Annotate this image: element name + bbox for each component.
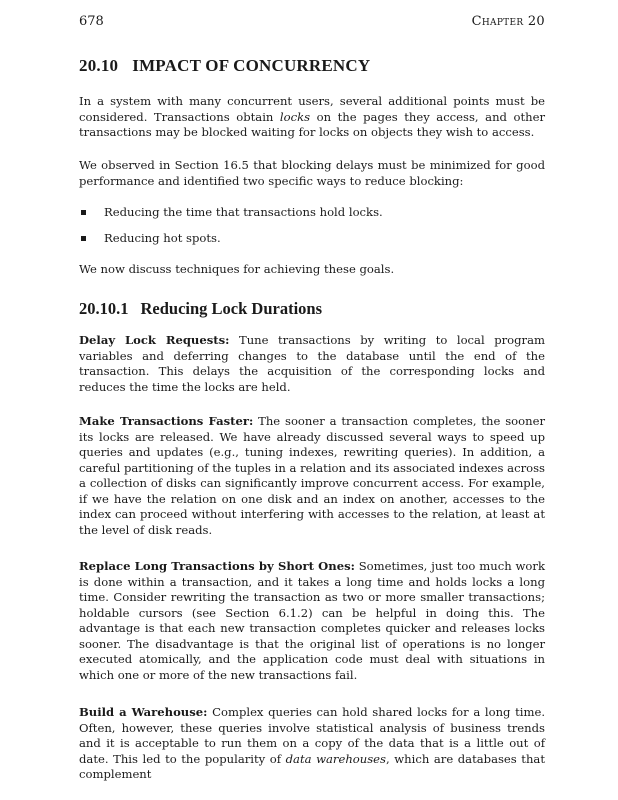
delay-lock-requests-paragraph <box>79 333 545 395</box>
bullet-text: Reducing hot spots. <box>104 230 221 245</box>
chapter-label: Chapter 20 <box>471 14 545 29</box>
subsection-title: Reducing Lock Durations <box>140 299 323 318</box>
subsection-number: 20.10.1 <box>79 299 129 318</box>
square-bullet-icon <box>81 210 86 215</box>
intro-p1-text-a: In a system with many concurrent users, several additional points must be considered. Transactions obtain <box>79 94 545 124</box>
section-heading <box>79 56 370 76</box>
run-in-heading: Build a Warehouse: <box>79 705 208 719</box>
replace-long-transactions-paragraph <box>79 559 545 683</box>
intro-p1-text-b: on the pages they access, and other transactions may be blocked waiting for locks on objects they wish to access. <box>79 109 545 139</box>
subsection-heading <box>79 299 322 319</box>
paragraph-text: The sooner a transaction completes, the sooner its locks are released. We have already discussed several ways to speed up queries and updates (e.g., tuning indexes, rewriting queries). In addition, a careful partitioning of the tuples in a relation and its associated indexes across a collection of disks can significantly improve concurrent access. For example, if we have the relation on one disk and an index on another, accesses to the index can proceed without interfering with accesses to the relation, at least at the level of disk reads. <box>79 414 545 537</box>
paragraph-text-a: Complex queries can hold shared locks for a long time. Often, however, these queries involve statistical analysis of business trends and it is acceptable to run them on a copy of the data that is a little out of date. This led to the popularity of <box>79 705 546 766</box>
build-a-warehouse-paragraph <box>79 705 545 783</box>
paragraph-emphasis: data warehouses <box>285 751 386 766</box>
page-number: 678 <box>79 14 104 29</box>
bullet-text: Reducing the time that transactions hold locks. <box>104 205 383 219</box>
paragraph-text: Sometimes, just too much work is done within a transaction, and it takes a long time and holds locks a long time. Consider rewriting the transaction as two or more smaller transactions; holdable cursors (see Section 6.1.2) can be helpful in doing this. The advantage is that each new transaction completes quicker and releases locks sooner. The disadvantage is that the original list of operations is no longer executed atomically, and the application code must deal with situations in which one or more of the new transactions fail. <box>79 559 545 682</box>
square-bullet-icon <box>81 236 86 241</box>
section-title: IMPACT OF CONCURRENCY <box>132 56 371 75</box>
bullet-list <box>79 205 545 256</box>
run-in-heading: Replace Long Transactions by Short Ones: <box>79 559 355 573</box>
intro-paragraph-3: We now discuss techniques for achieving these goals. <box>79 262 395 276</box>
paragraph-text-b: , which are databases that complement <box>79 751 546 781</box>
intro-paragraph-2: We observed in Section 16.5 that blocking delays must be minimized for good performance and identified two specific ways to reduce blocking: <box>79 158 545 188</box>
intro-p1-emphasis: locks <box>279 109 311 124</box>
make-transactions-faster-paragraph <box>79 414 545 538</box>
section-number: 20.10 <box>79 56 119 75</box>
list-item <box>79 231 545 247</box>
list-item <box>79 205 545 221</box>
intro-paragraph-1 <box>79 94 545 141</box>
run-in-heading: Make Transactions Faster: <box>79 414 254 428</box>
running-header <box>79 14 545 34</box>
run-in-heading: Delay Lock Requests: <box>79 333 230 347</box>
paragraph-text: Tune transactions by writing to local program variables and deferring changes to the database until the end of the transaction. This delays the acquisition of the corresponding locks and reduces the time the locks are held. <box>79 333 546 394</box>
